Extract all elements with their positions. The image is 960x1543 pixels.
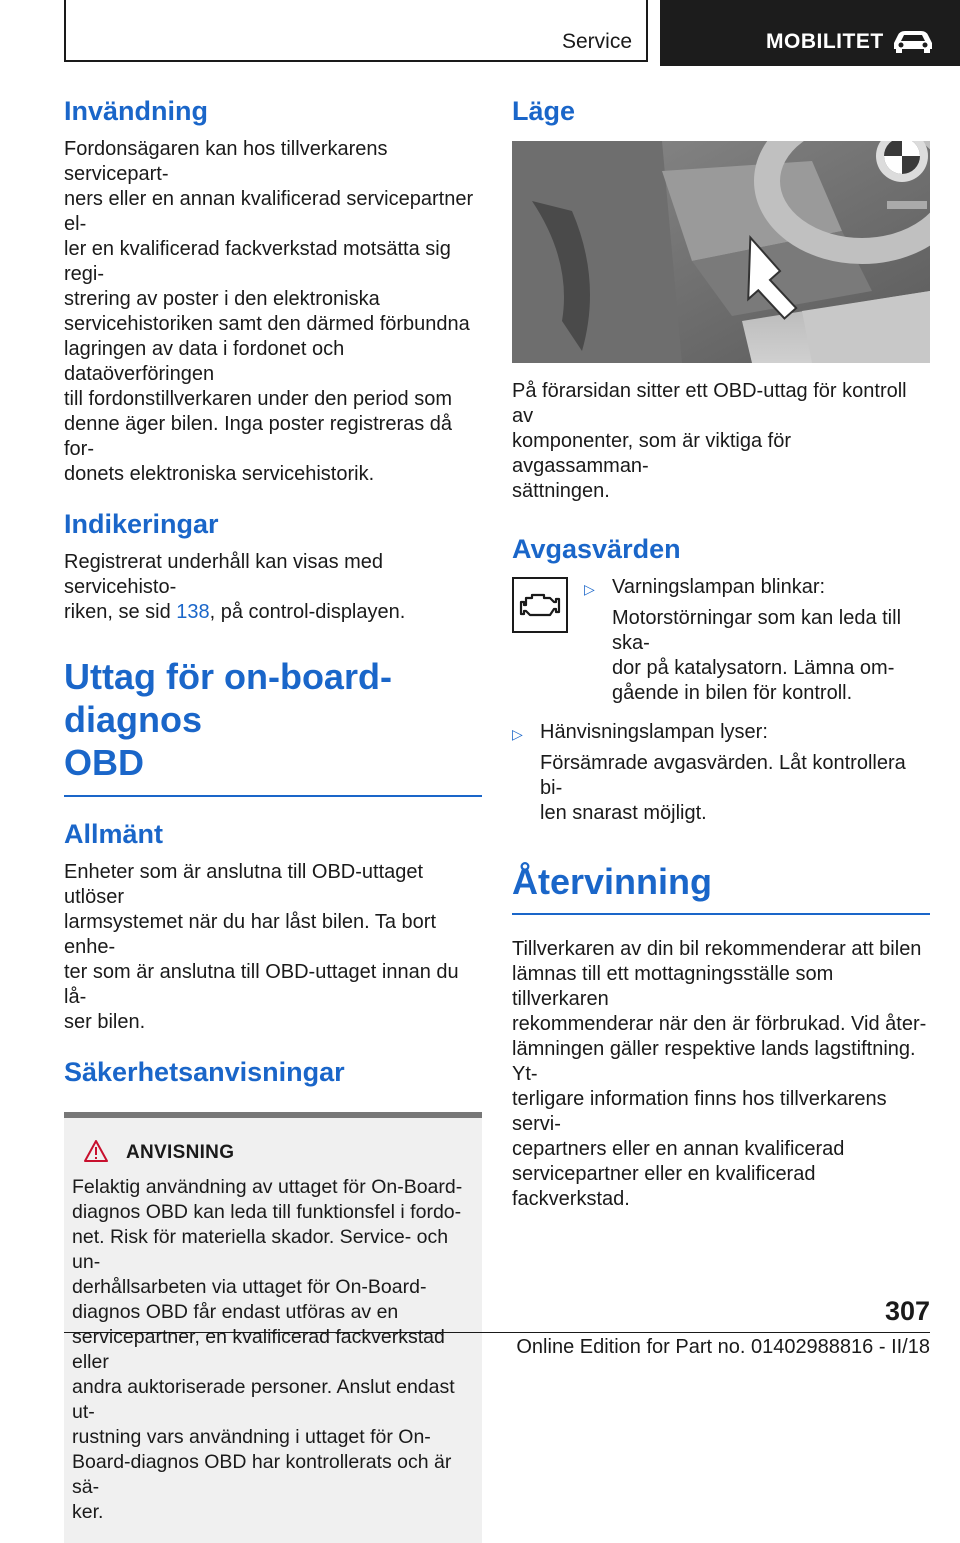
paragraph-indikeringar: Registrerat underhåll kan visas med servicehisto- riken, se sid 138, på control-displayen. [64,551,406,624]
page-header [0,0,960,66]
triangle-bullet-icon: ▷ [584,581,595,598]
page-link-138[interactable]: 138 [176,601,210,624]
heading-uttag-obd: Uttag för on-board-diagnos OBD [64,655,482,797]
header-chapter-tab [660,0,960,66]
right-column [512,96,930,1212]
engine-check-icon-box [512,577,568,633]
paragraph-lage: På förarsidan sitter ett OBD-uttag för kontroll av komponenter, som är viktiga för avgassamman- sättningen. [512,380,907,503]
footer-edition: Online Edition for Part no. 01402988816 - II/18 [516,1336,930,1358]
header-section-box [64,0,648,62]
heading-sakerhetsanvisningar: Säkerhetsanvisningar [64,1056,345,1087]
obd-location-photo [512,141,930,363]
heading-lage: Läge [512,96,576,126]
paragraph-invandning: Fordonsägaren kan hos tillverkarens servicepart- ners eller en annan kvalificerad servicepartner el- ler en kvalificerad fackverkstad motsätta sig regi- strering av poster i den elektroniska servicehistoriken samt den därmed förbundna lagringen av data i fordonet och dataöverföringen till fordonstillverkaren under den period som denne äger bilen. Inga poster registreras då for- donets elektroniska servicehistorik. [64,138,474,486]
paragraph-atervinning: Tillverkaren av din bil rekommenderar att bilen lämnas till ett mottagningsställe som tillverkaren rekommenderar när den är förbrukad. Vid åter- lämningen gäller respektive lands lagstiftning. Yt- terligare information finns hos tillverkarens servi- cepartners eller en annan kvalificerad servicepartner eller en kvalificerad fackverkstad. [512,938,927,1211]
footer-divider [64,1332,930,1333]
left-column [64,96,482,1543]
bullet-warning-lamp: ▷ Varningslampan blinkar: [584,575,930,602]
notice-text: Felaktig användning av uttaget för On-Board- diagnos OBD kan leda till funktionsfel i fordo- net. Risk för materiella skador. Service- och un- derhållsarbeten via uttaget för On-Board- diagnos OBD får endast utföras av en servicepartner, en kvalificerad fackverkstad eller andra auktoriserade personer. Anslut endast ut- rustning vars användning i uttaget för On- Board-diagnos OBD har kontrollerats och är sä- ker. [72,1175,463,1523]
heading-indikeringar: Indikeringar [64,509,219,540]
header-section-title: Service [561,30,632,53]
bullet-info-lamp: ▷ Hänvisningslampan lyser: [512,720,930,747]
heading-invandning: Invändning [64,96,208,126]
car-icon [890,28,936,59]
heading-atervinning: Återvinning [512,860,930,915]
bullet-info-lamp-text: Försämrade avgasvärden. Låt kontrollera bi- len snarast möjligt. [540,752,906,825]
bullet-warning-lamp-text: Motorstörningar som kan leda till ska- dor på katalysatorn. Lämna om- gående in bilen för kontroll. [612,607,902,705]
header-chapter-title: MOBILITET [766,30,884,53]
triangle-bullet-icon: ▷ [512,726,523,743]
paragraph-allmant: Enheter som är anslutna till OBD-uttaget utlöser larmsystemet när du har låst bilen. Ta bort enhe- ter som är anslutna till OBD-uttaget innan du lå- ser bilen. [64,860,459,1033]
engine-check-icon [518,590,562,620]
notice-title: ANVISNING [126,1142,235,1164]
heading-avgasvarden: Avgasvärden [512,534,681,565]
notice-box [64,1112,482,1543]
heading-allmant: Allmänt [64,818,164,849]
page-number: 307 [884,1296,930,1326]
warning-triangle-icon [84,1140,108,1167]
